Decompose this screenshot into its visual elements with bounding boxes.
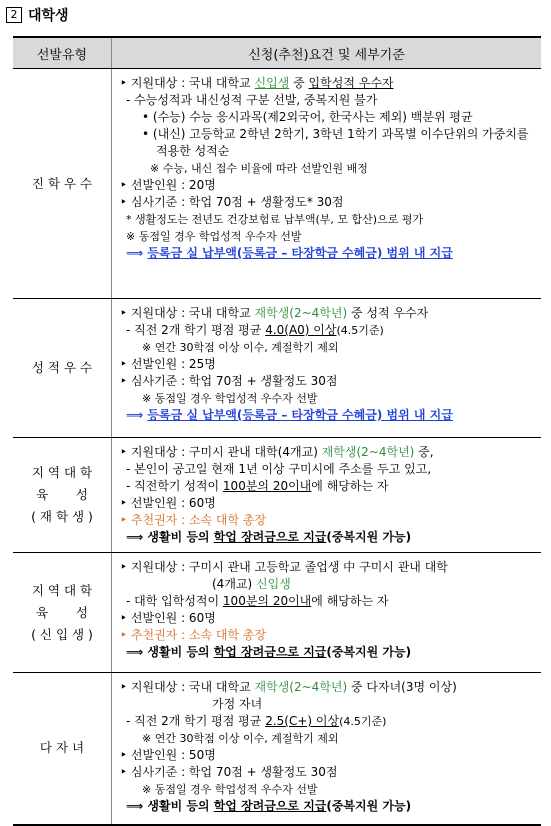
text-line: - 수능성적과 내신성적 구분 선발, 중복지원 불가 xyxy=(126,93,378,107)
section-heading xyxy=(6,5,69,25)
text-line: ‣ 추천권자 : 소속 대학 총장 xyxy=(120,628,267,642)
category-cell: 성 적 우 수 xyxy=(13,299,112,438)
criteria-cell xyxy=(112,69,542,299)
text-line: ⟹ 등록금 실 납부액(등록금 – 타장학금 수혜금) 범위 내 지급 xyxy=(126,408,453,422)
criteria-cell xyxy=(112,673,542,825)
text-line: ※ 연간 30학점 이상 이수, 계절학기 제외 xyxy=(142,732,339,745)
text-line: ‣ 선발인원 : 25명 xyxy=(120,357,216,371)
table-header-row xyxy=(13,37,541,69)
text-line: ⟹ 등록금 실 납부액(등록금 – 타장학금 수혜금) 범위 내 지급 xyxy=(126,246,453,260)
header-criteria: 신청(추천)요건 및 세부기준 xyxy=(112,37,542,69)
text-line: ‣ 지원대상 : 구미시 관내 고등학교 졸업생 中 구미시 관내 대학 xyxy=(120,560,448,574)
text-line: ‣ 추천권자 : 소속 대학 총장 xyxy=(120,513,267,527)
text-line: ‣ 심사기준 : 학업 70점 + 생활정도* 30점 xyxy=(120,195,344,209)
criteria-cell xyxy=(112,553,542,673)
text-line: - 대학 입학성적이 100분의 20이내에 해당하는 자 xyxy=(126,594,389,608)
category-cell: 지 역 대 학 육 성 ( 신 입 생 ) xyxy=(13,553,112,673)
text-line: ※ 동점일 경우 학업성적 우수자 선발 xyxy=(126,230,302,243)
text-line: ‣ 선발인원 : 50명 xyxy=(120,748,216,762)
category-cell: 진 학 우 수 xyxy=(13,69,112,299)
header-selection-type: 선발유형 xyxy=(13,37,112,69)
text-line: ‣ 심사기준 : 학업 70점 + 생활정도 30점 xyxy=(120,765,338,779)
text-line: ‣ 지원대상 : 구미시 관내 대학(4개교) 재학생(2~4학년) 중, xyxy=(120,445,434,459)
category-cell: 다 자 녀 xyxy=(13,673,112,825)
text-line: ※ 수능, 내신 접수 비율에 따라 선발인원 배정 xyxy=(150,162,368,175)
criteria-cell xyxy=(112,438,542,553)
text-line: - 본인이 공고일 현재 1년 이상 구미시에 주소를 두고 있고, xyxy=(126,462,432,476)
text-line: ‣ 지원대상 : 국내 대학교 신입생 중 입학성적 우수자 xyxy=(120,76,394,90)
text-line: * 생활정도는 전년도 건강보험료 납부액(부, 모 합산)으로 평가 xyxy=(126,213,424,226)
text-line: - 직전학기 성적이 100분의 20이내에 해당하는 자 xyxy=(126,479,389,493)
text-line: (4개교) 신입생 xyxy=(212,577,291,591)
table-row xyxy=(13,553,541,673)
text-line: ‣ 지원대상 : 국내 대학교 재학생(2~4학년) 중 다자녀(3명 이상) xyxy=(120,680,457,694)
text-line: - 직전 2개 학기 평점 평균 2.5(C+) 이상(4.5기준) xyxy=(126,714,387,728)
text-line: ※ 연간 30학점 이상 이수, 계절학기 제외 xyxy=(142,341,339,354)
text-line: 가정 자녀 xyxy=(212,697,263,711)
table-row xyxy=(13,438,541,553)
criteria-cell xyxy=(112,299,542,438)
table-row xyxy=(13,673,541,825)
text-line: • (수능) 수능 응시과목(제2외국어, 한국사는 제외) 백분위 평균 xyxy=(142,110,473,124)
text-line: ⟹ 생활비 등의 학업 장려금으로 지급(중복지원 가능) xyxy=(126,530,412,544)
text-line: ‣ 심사기준 : 학업 70점 + 생활정도 30점 xyxy=(120,374,338,388)
text-line: ‣ 선발인원 : 60명 xyxy=(120,611,216,625)
text-line: ※ 동점일 경우 학업성적 우수자 선발 xyxy=(142,783,318,796)
text-line: ※ 동점일 경우 학업성적 우수자 선발 xyxy=(142,392,318,405)
text-line: • (내신) 고등학교 2학년 2학기, 3학년 1학기 과목별 이수단위의 가중치를 적용한 성적순 xyxy=(142,127,529,158)
text-line: - 직전 2개 학기 평점 평균 4.0(A0) 이상(4.5기준) xyxy=(126,323,384,337)
table-row xyxy=(13,69,541,299)
criteria-table xyxy=(13,36,541,826)
section-title: 대학생 xyxy=(28,8,69,24)
text-line: ‣ 지원대상 : 국내 대학교 재학생(2~4학년) 중 성적 우수자 xyxy=(120,306,429,320)
category-cell: 지 역 대 학 육 성 ( 재 학 생 ) xyxy=(13,438,112,553)
text-line: ⟹ 생활비 등의 학업 장려금으로 지급(중복지원 가능) xyxy=(126,799,412,813)
text-line: ‣ 선발인원 : 20명 xyxy=(120,178,216,192)
text-line: ‣ 선발인원 : 60명 xyxy=(120,496,216,510)
text-line: ⟹ 생활비 등의 학업 장려금으로 지급(중복지원 가능) xyxy=(126,645,412,659)
section-number: 2 xyxy=(6,7,22,23)
table-row xyxy=(13,299,541,438)
